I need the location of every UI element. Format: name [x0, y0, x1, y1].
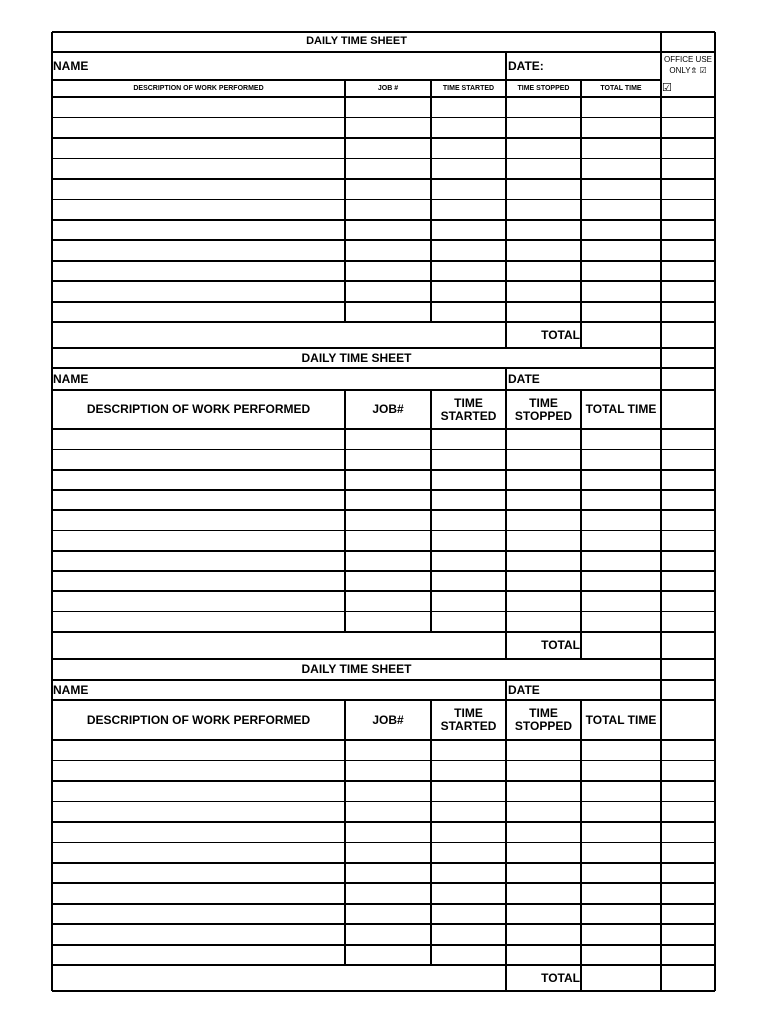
entry-2-5-time-started[interactable] [432, 511, 505, 529]
entry-2-9-time-started[interactable] [432, 592, 505, 610]
entry-2-6-description[interactable] [53, 532, 344, 550]
office-use-field-3-1[interactable] [662, 741, 714, 759]
entry-1-8-total-time[interactable] [582, 241, 660, 259]
name-field-3[interactable] [96, 682, 501, 698]
entry-1-10-time-started[interactable] [432, 282, 505, 300]
entry-1-5-time-started[interactable] [432, 180, 505, 198]
entry-1-6-description[interactable] [53, 200, 344, 218]
entry-1-1-total-time[interactable] [582, 98, 660, 116]
entry-2-10-time-stopped[interactable] [507, 613, 580, 631]
office-use-field-1-2[interactable] [662, 118, 714, 136]
entry-1-1-time-started[interactable] [432, 98, 505, 116]
office-use-field-2-7[interactable] [662, 552, 714, 570]
office-use-text: OFFICE USE ONLY [663, 55, 712, 75]
entry-3-9-job-number[interactable] [346, 905, 430, 923]
entry-1-11-description[interactable] [53, 303, 344, 321]
row-line [52, 530, 715, 532]
sheet-title: DAILY TIME SHEET [306, 35, 407, 48]
row-line [52, 570, 715, 572]
date-divider [505, 680, 507, 700]
entry-3-8-time-started[interactable] [432, 884, 505, 902]
entry-1-10-job-number[interactable] [346, 282, 430, 300]
name-label: NAME [53, 682, 89, 697]
rows-bottom [52, 631, 715, 633]
entry-3-5-total-time[interactable] [582, 823, 660, 841]
office-use-field-3-3[interactable] [662, 782, 714, 800]
entry-3-10-job-number[interactable] [346, 925, 430, 943]
entry-1-9-total-time[interactable] [582, 262, 660, 280]
entry-1-2-total-time[interactable] [582, 118, 660, 136]
column-header-total-time: TOTAL TIME [585, 402, 657, 417]
row-line [52, 137, 715, 139]
entry-2-4-time-started[interactable] [432, 491, 505, 509]
entry-3-1-job-number[interactable] [346, 741, 430, 759]
office-use-field-2-9[interactable] [662, 592, 714, 610]
row-line [52, 449, 715, 451]
row-line [52, 780, 715, 782]
column-header-time-started: TIME STARTED [440, 395, 497, 423]
row-line [52, 219, 715, 221]
entry-3-3-description[interactable] [53, 782, 344, 800]
column-header-time-stopped: TIME STOPPED [514, 706, 573, 733]
entry-3-9-time-started[interactable] [432, 905, 505, 923]
entry-1-4-description[interactable] [53, 159, 344, 177]
total-label: TOTAL [541, 970, 580, 985]
entry-1-3-description[interactable] [53, 139, 344, 157]
entry-3-4-time-started[interactable] [432, 802, 505, 820]
entry-2-4-total-time[interactable] [582, 491, 660, 509]
entry-1-10-description[interactable] [53, 282, 344, 300]
entry-3-8-time-stopped[interactable] [507, 884, 580, 902]
entry-2-8-total-time[interactable] [582, 572, 660, 590]
entry-3-1-time-stopped[interactable] [507, 741, 580, 759]
column-header-job-number: JOB # [377, 84, 399, 92]
row-line [52, 882, 715, 884]
entry-1-11-time-started[interactable] [432, 303, 505, 321]
date-divider [505, 52, 507, 80]
entry-3-10-total-time[interactable] [582, 925, 660, 943]
office-use-field-1-1[interactable] [662, 98, 714, 116]
entry-1-1-description[interactable] [53, 98, 344, 116]
office-use-field-1-6[interactable] [662, 200, 714, 218]
office-cell-line [661, 389, 715, 391]
entry-1-5-time-stopped[interactable] [507, 180, 580, 198]
entry-2-4-time-stopped[interactable] [507, 491, 580, 509]
row-line [52, 944, 715, 946]
office-use-field-1-10[interactable] [662, 282, 714, 300]
entry-3-1-time-started[interactable] [432, 741, 505, 759]
office-use-field-1-11[interactable] [662, 303, 714, 321]
date-field-1[interactable] [550, 54, 658, 78]
office-use-only-label [662, 54, 714, 80]
entry-1-5-description[interactable] [53, 180, 344, 198]
office-use-field-1-8[interactable] [662, 241, 714, 259]
entry-2-10-description[interactable] [53, 613, 344, 631]
entry-1-10-time-stopped[interactable] [507, 282, 580, 300]
entry-3-2-description[interactable] [53, 761, 344, 779]
entry-3-11-time-stopped[interactable] [507, 946, 580, 964]
entry-1-3-time-stopped[interactable] [507, 139, 580, 157]
entry-2-10-job-number[interactable] [346, 613, 430, 631]
total-field-1[interactable] [583, 324, 659, 346]
row-line [52, 158, 715, 160]
row-line [52, 611, 715, 613]
name-field-2[interactable] [96, 370, 501, 388]
total-divider-left [505, 632, 507, 659]
entry-1-7-job-number[interactable] [346, 221, 430, 239]
entry-3-4-total-time[interactable] [582, 802, 660, 820]
rows-bottom [52, 964, 715, 966]
entry-2-3-total-time[interactable] [582, 471, 660, 489]
entry-2-5-description[interactable] [53, 511, 344, 529]
entry-3-2-total-time[interactable] [582, 761, 660, 779]
entry-2-8-time-stopped[interactable] [507, 572, 580, 590]
entry-3-5-description[interactable] [53, 823, 344, 841]
entry-1-6-total-time[interactable] [582, 200, 660, 218]
office-use-field-3-9[interactable] [662, 905, 714, 923]
entry-3-9-time-stopped[interactable] [507, 905, 580, 923]
column-header-time-started: TIME STARTED [442, 84, 495, 92]
office-use-field-3-2[interactable] [662, 761, 714, 779]
office-use-field-3-5[interactable] [662, 823, 714, 841]
column-header-total-time: TOTAL TIME [600, 84, 642, 92]
entry-1-4-job-number[interactable] [346, 159, 430, 177]
entry-2-2-job-number[interactable] [346, 450, 430, 468]
entry-3-10-time-started[interactable] [432, 925, 505, 943]
office-use-field-3-8[interactable] [662, 884, 714, 902]
entry-1-3-total-time[interactable] [582, 139, 660, 157]
office-use-field-3-6[interactable] [662, 843, 714, 861]
entry-2-9-total-time[interactable] [582, 592, 660, 610]
entry-2-3-job-number[interactable] [346, 471, 430, 489]
row-line [52, 469, 715, 471]
frame-bottom [52, 990, 715, 992]
entry-2-4-description[interactable] [53, 491, 344, 509]
office-cell-line [661, 367, 715, 369]
entry-1-9-time-stopped[interactable] [507, 262, 580, 280]
entry-1-3-time-started[interactable] [432, 139, 505, 157]
entry-2-3-time-started[interactable] [432, 471, 505, 489]
office-use-field-3-10[interactable] [662, 925, 714, 943]
entry-3-11-description[interactable] [53, 946, 344, 964]
row-line [52, 821, 715, 823]
entry-2-9-job-number[interactable] [346, 592, 430, 610]
entry-3-6-total-time[interactable] [582, 843, 660, 861]
entry-2-7-description[interactable] [53, 552, 344, 570]
entry-3-7-total-time[interactable] [582, 864, 660, 882]
office-cell-line [661, 699, 715, 701]
entry-1-6-time-started[interactable] [432, 200, 505, 218]
row-line [52, 590, 715, 592]
entry-3-6-job-number[interactable] [346, 843, 430, 861]
date-field-3[interactable] [550, 682, 658, 698]
entry-1-7-time-started[interactable] [432, 221, 505, 239]
entry-3-5-time-stopped[interactable] [507, 823, 580, 841]
entry-3-8-description[interactable] [53, 884, 344, 902]
column-header-job-number: JOB# [372, 402, 404, 417]
entry-1-8-description[interactable] [53, 241, 344, 259]
office-use-field-2-1[interactable] [662, 430, 714, 448]
entry-1-2-time-stopped[interactable] [507, 118, 580, 136]
office-use-checkbox-icon[interactable]: ☑ [662, 81, 672, 94]
office-use-symbols: ⇯ ☑ [690, 66, 707, 75]
entry-3-5-job-number[interactable] [346, 823, 430, 841]
date-field-2[interactable] [550, 370, 658, 388]
entry-1-7-time-stopped[interactable] [507, 221, 580, 239]
entry-2-7-time-started[interactable] [432, 552, 505, 570]
entry-2-8-time-started[interactable] [432, 572, 505, 590]
entry-2-9-description[interactable] [53, 592, 344, 610]
entry-3-4-description[interactable] [53, 802, 344, 820]
entry-2-1-job-number[interactable] [346, 430, 430, 448]
entry-1-6-time-stopped[interactable] [507, 200, 580, 218]
row-line [52, 260, 715, 262]
row-line [52, 509, 715, 511]
row-line [52, 239, 715, 241]
entry-1-11-total-time[interactable] [582, 303, 660, 321]
entry-1-1-job-number[interactable] [346, 98, 430, 116]
row-line [52, 301, 715, 303]
entry-1-2-description[interactable] [53, 118, 344, 136]
rows-bottom [52, 321, 715, 323]
total-divider-left [505, 322, 507, 348]
entry-3-7-description[interactable] [53, 864, 344, 882]
entry-2-2-description[interactable] [53, 450, 344, 468]
entry-1-10-total-time[interactable] [582, 282, 660, 300]
entry-3-2-time-stopped[interactable] [507, 761, 580, 779]
office-use-field-1-3[interactable] [662, 139, 714, 157]
entry-2-6-time-started[interactable] [432, 532, 505, 550]
entry-2-2-total-time[interactable] [582, 450, 660, 468]
entry-2-7-total-time[interactable] [582, 552, 660, 570]
total-label: TOTAL [541, 327, 580, 342]
entry-1-8-time-stopped[interactable] [507, 241, 580, 259]
entry-2-9-time-stopped[interactable] [507, 592, 580, 610]
entry-3-4-job-number[interactable] [346, 802, 430, 820]
column-header-description: DESCRIPTION OF WORK PERFORMED [133, 84, 264, 92]
entry-3-7-job-number[interactable] [346, 864, 430, 882]
entry-2-10-total-time[interactable] [582, 613, 660, 631]
entry-2-5-total-time[interactable] [582, 511, 660, 529]
entry-2-7-time-stopped[interactable] [507, 552, 580, 570]
office-use-field-3-7[interactable] [662, 864, 714, 882]
total-label: TOTAL [541, 638, 580, 653]
entry-2-6-job-number[interactable] [346, 532, 430, 550]
office-use-field-1-7[interactable] [662, 221, 714, 239]
entry-2-5-job-number[interactable] [346, 511, 430, 529]
total-divider-right [580, 965, 582, 991]
entry-1-11-job-number[interactable] [346, 303, 430, 321]
entry-1-1-time-stopped[interactable] [507, 98, 580, 116]
entry-2-1-total-time[interactable] [582, 430, 660, 448]
total-divider-left [505, 965, 507, 991]
entry-1-6-job-number[interactable] [346, 200, 430, 218]
date-divider [505, 368, 507, 390]
entry-1-4-time-started[interactable] [432, 159, 505, 177]
entry-3-8-total-time[interactable] [582, 884, 660, 902]
name-label: NAME [53, 58, 89, 73]
entry-1-7-description[interactable] [53, 221, 344, 239]
office-use-field-2-6[interactable] [662, 532, 714, 550]
entry-3-2-job-number[interactable] [346, 761, 430, 779]
row-line [52, 199, 715, 201]
entry-3-3-time-stopped[interactable] [507, 782, 580, 800]
entry-2-3-time-stopped[interactable] [507, 471, 580, 489]
column-header-description: DESCRIPTION OF WORK PERFORMED [86, 712, 311, 727]
entry-2-6-time-stopped[interactable] [507, 532, 580, 550]
entry-1-11-time-stopped[interactable] [507, 303, 580, 321]
office-use-field-3-4[interactable] [662, 802, 714, 820]
name-label: NAME [53, 371, 89, 386]
row-line [52, 760, 715, 762]
entry-1-4-total-time[interactable] [582, 159, 660, 177]
row-line [52, 550, 715, 552]
entry-2-2-time-stopped[interactable] [507, 450, 580, 468]
entry-3-5-time-started[interactable] [432, 823, 505, 841]
column-header-time-stopped: TIME STOPPED [517, 84, 570, 92]
entry-3-9-total-time[interactable] [582, 905, 660, 923]
entry-3-1-total-time[interactable] [582, 741, 660, 759]
office-use-field-2-2[interactable] [662, 450, 714, 468]
row-line [52, 489, 715, 491]
entry-3-11-total-time[interactable] [582, 946, 660, 964]
row-line [52, 117, 715, 119]
sheet-title: DAILY TIME SHEET [301, 350, 412, 365]
entry-3-3-job-number[interactable] [346, 782, 430, 800]
column-header-time-stopped: TIME STOPPED [514, 395, 573, 423]
entry-2-10-time-started[interactable] [432, 613, 505, 631]
sheet-title: DAILY TIME SHEET [301, 662, 412, 677]
entry-1-4-time-stopped[interactable] [507, 159, 580, 177]
entry-2-8-job-number[interactable] [346, 572, 430, 590]
entry-3-6-time-started[interactable] [432, 843, 505, 861]
entry-3-4-time-stopped[interactable] [507, 802, 580, 820]
entry-3-7-time-started[interactable] [432, 864, 505, 882]
office-cell-line [661, 679, 715, 681]
office-use-field-1-5[interactable] [662, 180, 714, 198]
entry-2-5-time-stopped[interactable] [507, 511, 580, 529]
entry-2-6-total-time[interactable] [582, 532, 660, 550]
entry-2-4-job-number[interactable] [346, 491, 430, 509]
column-header-total-time: TOTAL TIME [585, 712, 657, 727]
row-line [52, 923, 715, 925]
entry-3-3-time-started[interactable] [432, 782, 505, 800]
entry-3-2-time-started[interactable] [432, 761, 505, 779]
entry-3-7-time-stopped[interactable] [507, 864, 580, 882]
entry-2-8-description[interactable] [53, 572, 344, 590]
entry-3-6-description[interactable] [53, 843, 344, 861]
entry-3-1-description[interactable] [53, 741, 344, 759]
entry-1-5-job-number[interactable] [346, 180, 430, 198]
entry-3-10-time-stopped[interactable] [507, 925, 580, 943]
column-header-description: DESCRIPTION OF WORK PERFORMED [86, 402, 311, 417]
entry-1-9-time-started[interactable] [432, 262, 505, 280]
total-field-2[interactable] [583, 634, 659, 657]
entry-1-8-time-started[interactable] [432, 241, 505, 259]
column-header-time-started: TIME STARTED [440, 706, 497, 733]
office-use-field-1-4[interactable] [662, 159, 714, 177]
office-use-field-2-8[interactable] [662, 572, 714, 590]
entry-1-9-job-number[interactable] [346, 262, 430, 280]
entry-1-7-total-time[interactable] [582, 221, 660, 239]
frame-right [714, 32, 716, 991]
office-use-field-3-11[interactable] [662, 946, 714, 964]
entry-2-3-description[interactable] [53, 471, 344, 489]
column-header-job-number: JOB# [372, 712, 404, 727]
entry-3-11-time-started[interactable] [432, 946, 505, 964]
entry-3-10-description[interactable] [53, 925, 344, 943]
name-field-1[interactable] [96, 54, 501, 78]
office-use-field-2-5[interactable] [662, 511, 714, 529]
entry-3-9-description[interactable] [53, 905, 344, 923]
entry-1-3-job-number[interactable] [346, 139, 430, 157]
row-line [52, 801, 715, 803]
date-label: DATE [508, 371, 540, 386]
total-field-3[interactable] [583, 967, 659, 989]
entry-3-3-total-time[interactable] [582, 782, 660, 800]
date-label: DATE [508, 682, 540, 697]
entry-2-7-job-number[interactable] [346, 552, 430, 570]
office-use-field-1-9[interactable] [662, 262, 714, 280]
entry-2-1-description[interactable] [53, 430, 344, 448]
row-line [52, 903, 715, 905]
entry-2-1-time-started[interactable] [432, 430, 505, 448]
entry-1-2-time-started[interactable] [432, 118, 505, 136]
entry-3-6-time-stopped[interactable] [507, 843, 580, 861]
entry-1-5-total-time[interactable] [582, 180, 660, 198]
office-cell-line [661, 51, 715, 53]
total-divider-right [580, 322, 582, 348]
office-use-field-2-3[interactable] [662, 471, 714, 489]
office-use-field-2-10[interactable] [662, 613, 714, 631]
entry-3-11-job-number[interactable] [346, 946, 430, 964]
entry-1-8-job-number[interactable] [346, 241, 430, 259]
entry-2-2-time-started[interactable] [432, 450, 505, 468]
total-divider-right [580, 632, 582, 659]
entry-3-8-job-number[interactable] [346, 884, 430, 902]
entry-1-2-job-number[interactable] [346, 118, 430, 136]
row-line [52, 862, 715, 864]
row-line [52, 178, 715, 180]
row-line [52, 280, 715, 282]
date-label: DATE: [508, 58, 544, 73]
row-line [52, 842, 715, 844]
entry-1-9-description[interactable] [53, 262, 344, 280]
office-use-field-2-4[interactable] [662, 491, 714, 509]
entry-2-1-time-stopped[interactable] [507, 430, 580, 448]
